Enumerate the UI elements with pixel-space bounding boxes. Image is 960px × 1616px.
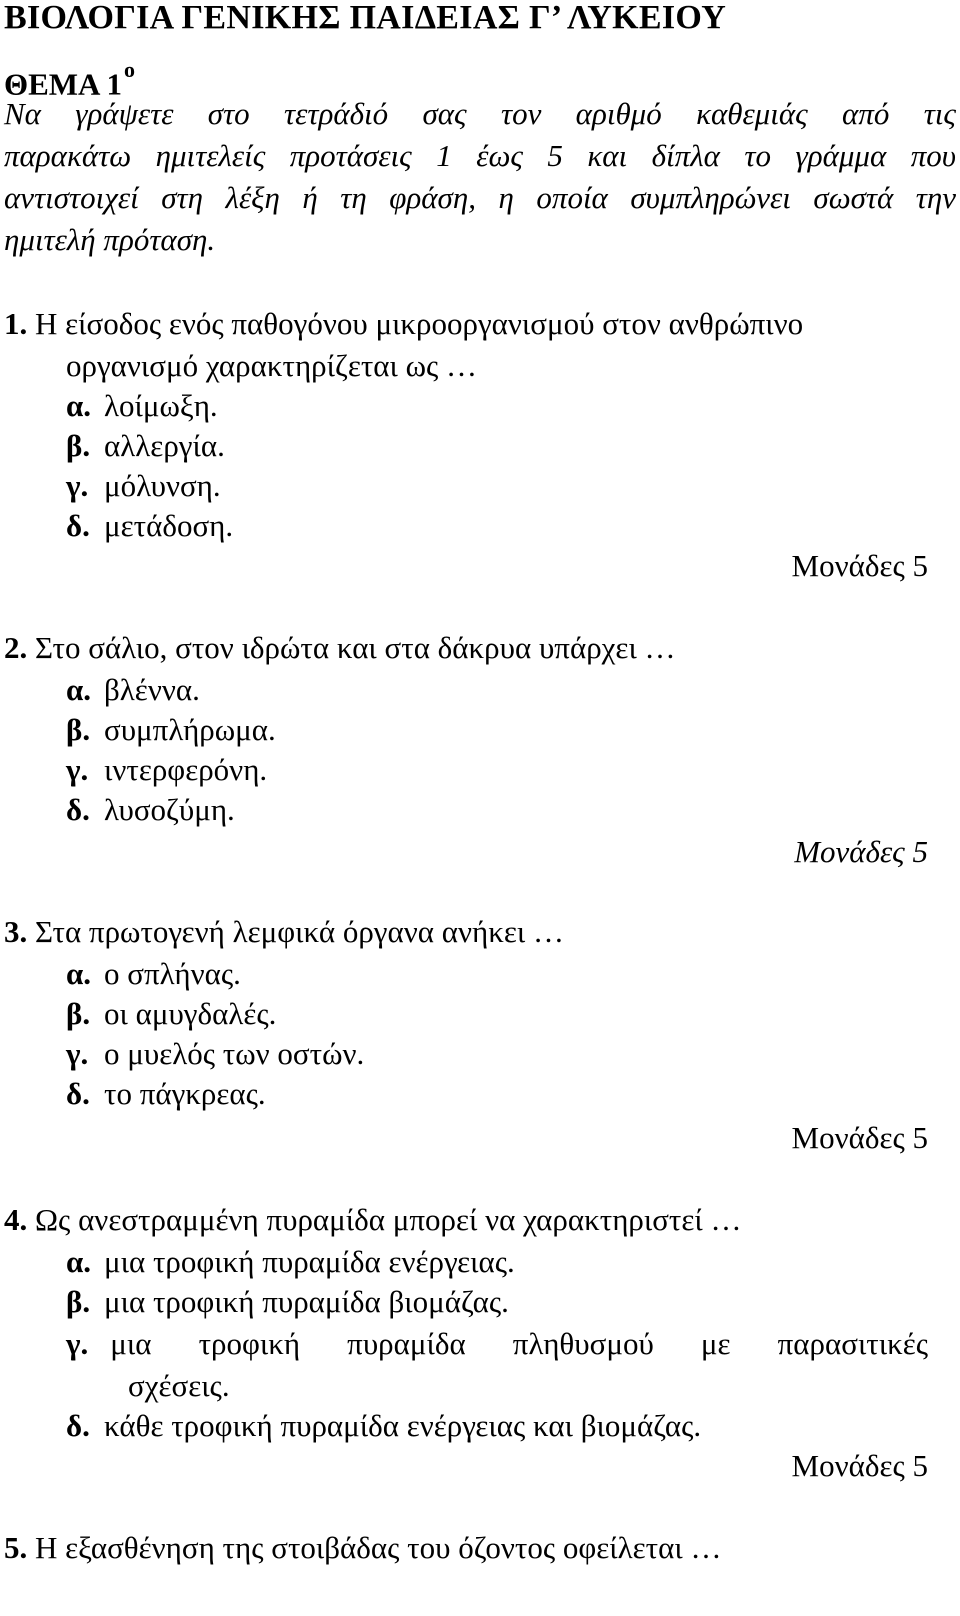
option-letter: δ. [66, 508, 90, 543]
option-a [66, 672, 200, 708]
option-letter: α. [66, 956, 92, 991]
option-text: ο μυελός των οστών. [104, 1036, 365, 1071]
option-text: λοίμωξη. [104, 388, 218, 423]
option-b [66, 996, 276, 1032]
option-b [66, 428, 225, 464]
option-text: μετάδοση. [104, 508, 234, 543]
option-c [66, 1326, 928, 1362]
option-text: μόλυνση. [104, 468, 221, 503]
instructions-line-2: παρακάτω ημιτελείς προτάσεις 1 έως 5 και δίπλα το γράμμα που [4, 138, 956, 173]
question-number: 4. [4, 1202, 28, 1237]
option-letter: β. [66, 712, 91, 747]
marks-label: Μονάδες 5 [791, 1448, 928, 1483]
option-letter: β. [66, 996, 91, 1031]
option-c [66, 752, 267, 788]
marks-label: Μονάδες 5 [794, 834, 928, 869]
marks-label: Μονάδες 5 [791, 548, 928, 583]
option-letter: δ. [66, 792, 90, 827]
option-c [66, 468, 221, 504]
option-letter: δ. [66, 1408, 90, 1443]
option-letter: γ. [66, 752, 89, 787]
option-text: συμπλήρωμα. [104, 712, 276, 747]
option-text-continuation: σχέσεις. [128, 1368, 230, 1403]
option-letter: β. [66, 1284, 91, 1319]
question-text: Στα πρωτογενή λεμφικά όργανα ανήκει … [35, 914, 564, 949]
theme-label: ΘΕΜΑ 1 [4, 66, 122, 102]
marks-label: Μονάδες 5 [791, 1120, 928, 1155]
option-text: ο σπλήνας. [104, 956, 241, 991]
question-text: Η είσοδος ενός παθογόνου μικροοργανισμού στον ανθρώπινο [35, 306, 804, 341]
instructions-line-1: Να γράψετε στο τετράδιό σας τον αριθμό καθεμιάς από τις [4, 96, 956, 131]
option-letter: α. [66, 388, 92, 423]
instructions-line-4: ημιτελή πρόταση. [4, 222, 216, 257]
option-text: το πάγκρεας. [104, 1076, 266, 1111]
option-b [66, 1284, 509, 1320]
option-letter: γ. [66, 1036, 89, 1071]
option-letter: δ. [66, 1076, 90, 1111]
option-d [66, 1076, 266, 1112]
question-number: 1. [4, 306, 28, 341]
question-number: 5. [4, 1530, 28, 1565]
option-text: μια τροφική πυραμίδα ενέργειας. [104, 1244, 515, 1279]
question-text-continuation: οργανισμό χαρακτηρίζεται ως … [66, 348, 478, 383]
option-text: λυσοζύμη. [104, 792, 235, 827]
question-text: Στο σάλιο, στον ιδρώτα και στα δάκρυα υπάρχει … [35, 630, 676, 665]
question-text: Η εξασθένηση της στοιβάδας του όζοντος οφείλεται … [35, 1530, 722, 1565]
option-text: οι αμυγδαλές. [104, 996, 277, 1031]
option-text: κάθε τροφική πυραμίδα ενέργειας και βιομάζας. [104, 1408, 702, 1443]
option-letter: β. [66, 428, 91, 463]
instructions-line-3: αντιστοιχεί στη λέξη ή τη φράση, η οποία συμπληρώνει σωστά την [4, 180, 956, 215]
option-a [66, 388, 218, 424]
question-2 [4, 630, 676, 666]
option-text: βλέννα. [104, 672, 200, 707]
question-number: 2. [4, 630, 28, 665]
question-text: Ως ανεστραμμένη πυραμίδα μπορεί να χαρακτηριστεί … [35, 1202, 742, 1237]
option-letter: α. [66, 1244, 92, 1279]
question-number: 3. [4, 914, 28, 949]
question-4 [4, 1202, 742, 1238]
question-5 [4, 1530, 721, 1566]
theme-superscript: ο [123, 57, 135, 82]
option-d [66, 508, 233, 544]
option-d [66, 1408, 701, 1444]
option-a [66, 1244, 515, 1280]
option-text: αλλεργία. [104, 428, 225, 463]
option-text: ιντερφερόνη. [104, 752, 268, 787]
option-d [66, 792, 235, 828]
option-text: μια τροφική πυραμίδα βιομάζας. [104, 1284, 509, 1319]
option-c [66, 1036, 364, 1072]
option-text: μια τροφική πυραμίδα πληθυσμού με παρασιτικές [110, 1326, 928, 1361]
option-letter: γ. [66, 468, 89, 503]
option-letter: α. [66, 672, 92, 707]
option-a [66, 956, 241, 992]
question-3 [4, 914, 564, 950]
option-letter: γ. [66, 1326, 89, 1361]
option-b [66, 712, 276, 748]
question-1 [4, 306, 803, 342]
page-title: ΒΙΟΛΟΓΙΑ ΓΕΝΙΚΗΣ ΠΑΙΔΕΙΑΣ Γ’ ΛΥΚΕΙΟΥ [4, 0, 727, 36]
